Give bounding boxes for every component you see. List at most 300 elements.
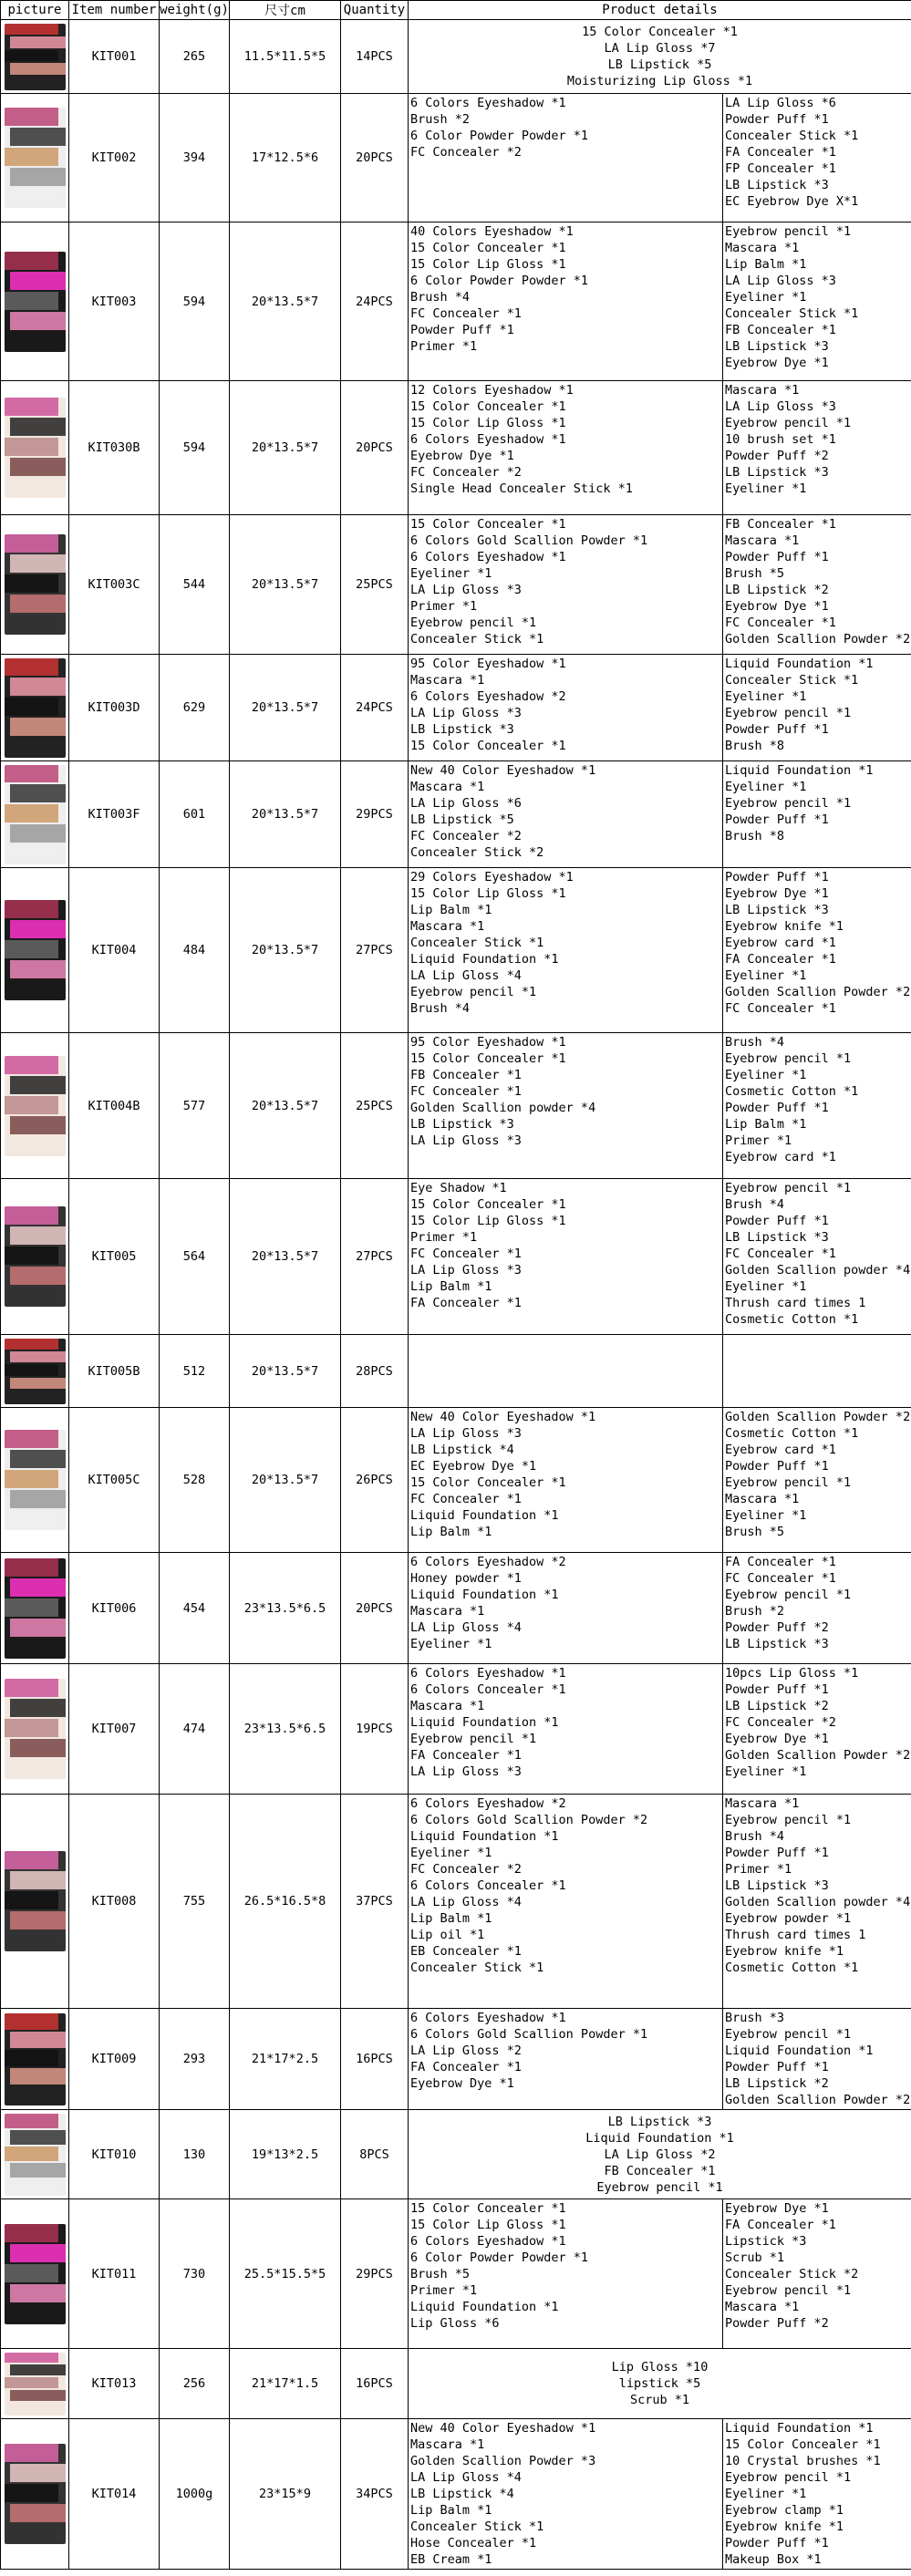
- item-number: KIT003: [69, 222, 160, 381]
- quantity-value: 27PCS: [341, 868, 409, 1033]
- size-value: 20*13.5*7: [230, 1033, 341, 1179]
- detail-line: FC Concealer *1: [410, 306, 522, 321]
- detail-line: 15 Color Lip Gloss *1: [410, 416, 566, 430]
- detail-line: Powder Puff *1: [725, 722, 829, 737]
- detail-line: EB Cream *1: [410, 2552, 492, 2567]
- header-item-number: Item number: [69, 1, 160, 20]
- detail-line: 29 Colors Eyeshadow *1: [410, 870, 574, 885]
- detail-line: Liquid Foundation *1: [410, 1715, 559, 1730]
- detail-line: Golden Scallion Powder *2: [725, 1748, 911, 1763]
- detail-line: LB Lipstick *2: [725, 2076, 829, 2091]
- product-details-right: [723, 515, 911, 655]
- product-picture: [1, 222, 69, 381]
- quantity-value: 20PCS: [341, 1553, 409, 1664]
- product-photo: [5, 1430, 66, 1530]
- detail-line: Eyebrow pencil *1: [410, 1732, 537, 1746]
- detail-line: Mascara *1: [410, 919, 485, 934]
- product-details-right: [723, 1335, 911, 1408]
- detail-line: FC Concealer *2: [410, 1862, 522, 1877]
- detail-line: Primer *1: [410, 599, 478, 614]
- detail-line: Eyebrow knife *1: [725, 919, 844, 934]
- weight-value: 474: [160, 1664, 230, 1795]
- detail-line: Scrub *1: [629, 2393, 690, 2407]
- table-row: [1, 515, 911, 655]
- detail-line: FP Concealer *1: [725, 161, 836, 176]
- weight-value: 577: [160, 1033, 230, 1179]
- table-row: [1, 1033, 911, 1179]
- detail-line: Eyebrow Dye *1: [410, 449, 514, 463]
- detail-line: Mascara *1: [410, 1604, 485, 1619]
- detail-line: LB Lipstick *5: [410, 812, 514, 827]
- detail-line: LB Lipstick *3: [725, 1878, 829, 1893]
- detail-line: FC Concealer *1: [725, 616, 836, 630]
- detail-line: Brush *4: [410, 1001, 471, 1016]
- detail-line: LB Lipstick *3: [725, 1637, 829, 1651]
- product-photo: [5, 1056, 66, 1156]
- detail-line: Eyeliner *1: [725, 1279, 807, 1294]
- item-number: KIT009: [69, 2009, 160, 2110]
- product-photo: [5, 1339, 66, 1404]
- detail-line: Eye Shadow *1: [410, 1181, 507, 1195]
- detail-line: Eyeliner *1: [725, 290, 807, 305]
- product-details-left: [409, 1335, 723, 1408]
- product-details: [409, 20, 911, 94]
- product-details-left: [409, 2419, 723, 2570]
- product-picture: [1, 1553, 69, 1664]
- detail-line: Mascara *1: [410, 1699, 485, 1713]
- detail-line: Mascara *1: [410, 780, 485, 794]
- detail-line: Lip Gloss *10: [611, 2360, 709, 2374]
- detail-line: Mascara *1: [725, 533, 800, 548]
- product-photo: [5, 2114, 66, 2196]
- table-row: [1, 868, 911, 1033]
- detail-line: LB Lipstick *5: [607, 57, 712, 72]
- detail-line: Single Head Concealer Stick *1: [410, 481, 633, 496]
- table-row: [1, 94, 911, 222]
- detail-line: LA Lip Gloss *3: [725, 274, 836, 288]
- product-photo: [5, 534, 66, 635]
- detail-line: Eyebrow pencil *1: [725, 416, 852, 430]
- detail-line: EB Concealer *1: [410, 1944, 522, 1959]
- detail-line: 15 Color Concealer *1: [725, 2437, 881, 2452]
- weight-value: 394: [160, 94, 230, 222]
- item-number: KIT005C: [69, 1408, 160, 1553]
- item-number: KIT010: [69, 2110, 160, 2199]
- product-picture: [1, 655, 69, 761]
- table-row: [1, 1795, 911, 2009]
- product-photo: [5, 252, 66, 352]
- quantity-value: 28PCS: [341, 1335, 409, 1408]
- detail-line: Brush *4: [725, 1035, 785, 1050]
- weight-value: 256: [160, 2349, 230, 2419]
- detail-line: LB Lipstick *3: [725, 1230, 829, 1245]
- detail-line: Mascara *1: [725, 1492, 800, 1506]
- detail-line: Powder Puff *1: [410, 323, 514, 337]
- detail-line: Mascara *1: [725, 1796, 800, 1811]
- item-number: KIT006: [69, 1553, 160, 1664]
- detail-line: Eyebrow pencil *1: [725, 796, 852, 811]
- detail-line: Honey powder *1: [410, 1571, 522, 1586]
- header-row: [1, 1, 911, 20]
- quantity-value: 14PCS: [341, 20, 409, 94]
- detail-line: FC Concealer *1: [410, 1084, 522, 1099]
- detail-line: LB Lipstick *3: [607, 2114, 712, 2129]
- detail-line: 15 Color Concealer *1: [410, 399, 566, 414]
- detail-line: 6 Colors Concealer *1: [410, 1878, 566, 1893]
- detail-line: Liquid Foundation *1: [725, 2421, 874, 2436]
- product-picture: [1, 1033, 69, 1179]
- size-value: 19*13*2.5: [230, 2110, 341, 2199]
- weight-value: 564: [160, 1179, 230, 1335]
- detail-line: LA Lip Gloss *3: [410, 1263, 522, 1278]
- detail-line: 15 Color Concealer *1: [410, 2201, 566, 2216]
- product-details-left: [409, 1664, 723, 1795]
- detail-line: 12 Colors Eyeshadow *1: [410, 383, 574, 398]
- detail-line: LB Lipstick *2: [725, 1699, 829, 1713]
- weight-value: 528: [160, 1408, 230, 1553]
- header-weight: weight(g): [160, 1, 230, 20]
- detail-line: Eyebrow pencil *1: [725, 1181, 852, 1195]
- detail-line: Primer *1: [725, 1862, 792, 1877]
- detail-line: FB Concealer *1: [725, 323, 836, 337]
- product-details-right: [723, 381, 911, 515]
- quantity-value: 34PCS: [341, 2419, 409, 2570]
- weight-value: 484: [160, 868, 230, 1033]
- detail-line: FA Concealer *1: [725, 2218, 836, 2232]
- detail-line: 6 Colors Gold Scallion Powder *1: [410, 2027, 648, 2042]
- product-photo: [5, 2224, 66, 2324]
- detail-line: Brush *2: [410, 112, 471, 127]
- item-number: KIT005B: [69, 1335, 160, 1408]
- detail-line: LA Lip Gloss *3: [410, 1133, 522, 1148]
- detail-line: 15 Color Concealer *1: [410, 241, 566, 255]
- detail-line: 6 Color Powder Powder *1: [410, 274, 589, 288]
- weight-value: 293: [160, 2009, 230, 2110]
- detail-line: Eyebrow pencil *1: [725, 224, 852, 239]
- table-row: [1, 2199, 911, 2349]
- weight-value: 130: [160, 2110, 230, 2199]
- size-value: 20*13.5*7: [230, 515, 341, 655]
- size-value: 25.5*15.5*5: [230, 2199, 341, 2349]
- product-details-right: [723, 1664, 911, 1795]
- product-details-right: [723, 1179, 911, 1335]
- quantity-value: 20PCS: [341, 381, 409, 515]
- detail-line: Brush *3: [725, 2011, 785, 2025]
- table-row: [1, 655, 911, 761]
- product-details-left: [409, 94, 723, 222]
- product-details-right: [723, 2199, 911, 2349]
- detail-line: New 40 Color Eyeshadow *1: [410, 1410, 596, 1424]
- detail-line: Concealer Stick *1: [410, 2519, 544, 2534]
- detail-line: FC Concealer *1: [725, 1571, 836, 1586]
- detail-line: Eyebrow pencil *1: [725, 1051, 852, 1066]
- detail-line: FC Concealer *1: [410, 1247, 522, 1261]
- table-row: [1, 2419, 911, 2570]
- detail-line: 6 Colors Concealer *1: [410, 1682, 566, 1697]
- product-photo: [5, 1679, 66, 1779]
- detail-line: Mascara *1: [725, 383, 800, 398]
- table-row: [1, 1335, 911, 1408]
- item-number: KIT030B: [69, 381, 160, 515]
- detail-line: Powder Puff *1: [725, 1101, 829, 1115]
- detail-line: Powder Puff *1: [725, 1459, 829, 1474]
- weight-value: 512: [160, 1335, 230, 1408]
- detail-line: Lip Gloss *6: [410, 2316, 500, 2331]
- detail-line: Brush *5: [725, 566, 785, 581]
- table-row: [1, 222, 911, 381]
- detail-line: Liquid Foundation *1: [725, 763, 874, 778]
- product-details-right: [723, 222, 911, 381]
- size-value: 23*15*9: [230, 2419, 341, 2570]
- product-details-left: [409, 1033, 723, 1179]
- product-details-left: [409, 2199, 723, 2349]
- product-picture: [1, 2110, 69, 2199]
- product-picture: [1, 2349, 69, 2419]
- detail-line: Brush *4: [725, 1197, 785, 1212]
- weight-value: 594: [160, 381, 230, 515]
- detail-line: 6 Colors Eyeshadow *2: [410, 1796, 566, 1811]
- detail-line: 6 Colors Eyeshadow *1: [410, 2234, 566, 2249]
- detail-line: Golden Scallion Powder *2: [725, 985, 911, 999]
- detail-line: Eyebrow pencil *1: [596, 2179, 723, 2195]
- product-picture: [1, 20, 69, 94]
- detail-line: LA Lip Gloss *4: [410, 1620, 522, 1635]
- detail-line: LB Lipstick *4: [410, 2487, 514, 2501]
- detail-line: FC Concealer *2: [410, 829, 522, 843]
- product-photo: [5, 24, 66, 90]
- item-number: KIT001: [69, 20, 160, 94]
- detail-line: Eyebrow pencil *1: [725, 1475, 852, 1490]
- product-photo: [5, 2353, 66, 2416]
- detail-line: LA Lip Gloss *4: [410, 2470, 522, 2485]
- size-value: 17*12.5*6: [230, 94, 341, 222]
- table-row: [1, 761, 911, 868]
- detail-line: Golden Scallion Powder *2: [725, 2093, 911, 2107]
- detail-line: 15 Color Lip Gloss *1: [410, 257, 566, 272]
- detail-line: 6 Colors Eyeshadow *1: [410, 96, 566, 110]
- detail-line: LA Lip Gloss *3: [410, 706, 522, 720]
- detail-line: Eyebrow Dye *1: [725, 1732, 829, 1746]
- detail-line: Golden Scallion powder *4: [410, 1101, 596, 1115]
- detail-line: Powder Puff *1: [725, 870, 829, 885]
- detail-line: Powder Puff *1: [725, 812, 829, 827]
- detail-line: Eyebrow pencil *1: [725, 706, 852, 720]
- detail-line: LB Lipstick *3: [725, 903, 829, 917]
- detail-line: Primer *1: [410, 339, 478, 354]
- detail-line: Lip Balm *1: [410, 1279, 492, 1294]
- detail-line: Mascara *1: [725, 2300, 800, 2314]
- header-picture: picture: [1, 1, 69, 20]
- detail-line: Concealer Stick *2: [725, 2267, 859, 2281]
- detail-line: 6 Colors Eyeshadow *1: [410, 1666, 566, 1681]
- size-value: 20*13.5*7: [230, 655, 341, 761]
- detail-line: Eyebrow card *1: [725, 1443, 836, 1457]
- product-picture: [1, 1179, 69, 1335]
- detail-line: FC Concealer *2: [410, 145, 522, 160]
- detail-line: Primer *1: [725, 1133, 792, 1148]
- size-value: 21*17*1.5: [230, 2349, 341, 2419]
- header-size: 尺寸cm: [230, 1, 341, 20]
- detail-line: Liquid Foundation *1: [585, 2130, 734, 2146]
- quantity-value: 16PCS: [341, 2349, 409, 2419]
- weight-value: 601: [160, 761, 230, 868]
- product-picture: [1, 2419, 69, 2570]
- detail-line: Lip Balm *1: [410, 1525, 492, 1539]
- detail-line: Eyebrow Dye *1: [725, 599, 829, 614]
- detail-line: Lip Balm *1: [410, 1911, 492, 1926]
- product-picture: [1, 2199, 69, 2349]
- table-row: [1, 1553, 911, 1664]
- size-value: 20*13.5*7: [230, 1408, 341, 1553]
- detail-line: Mascara *1: [410, 673, 485, 688]
- product-picture: [1, 1664, 69, 1795]
- detail-line: Eyeliner *1: [725, 1764, 807, 1779]
- detail-line: Primer *1: [410, 1230, 478, 1245]
- size-value: 21*17*2.5: [230, 2009, 341, 2110]
- quantity-value: 24PCS: [341, 222, 409, 381]
- product-details-right: [723, 868, 911, 1033]
- quantity-value: 24PCS: [341, 655, 409, 761]
- table-row: [1, 1408, 911, 1553]
- detail-line: LB Lipstick *3: [410, 722, 514, 737]
- product-photo: [5, 658, 66, 758]
- detail-line: LB Lipstick *3: [725, 465, 829, 480]
- detail-line: LA Lip Gloss *3: [725, 399, 836, 414]
- product-details-left: [409, 1553, 723, 1664]
- item-number: KIT005: [69, 1179, 160, 1335]
- detail-line: Hose Concealer *1: [410, 2536, 537, 2550]
- detail-line: Primer *1: [410, 2283, 478, 2298]
- detail-line: Powder Puff *1: [725, 1214, 829, 1228]
- detail-line: Liquid Foundation *1: [725, 657, 874, 671]
- detail-line: FA Concealer *1: [410, 2060, 522, 2074]
- detail-line: Brush *5: [410, 2267, 471, 2281]
- detail-line: Lip oil *1: [410, 1928, 485, 1942]
- detail-line: FC Concealer *1: [410, 1492, 522, 1506]
- detail-line: Cosmetic Cotton *1: [725, 1426, 859, 1441]
- detail-line: Eyebrow pencil *1: [725, 1813, 852, 1827]
- product-details-left: [409, 868, 723, 1033]
- detail-line: Eyebrow card *1: [725, 936, 836, 950]
- detail-line: Moisturizing Lip Gloss *1: [566, 74, 753, 88]
- detail-line: LA Lip Gloss *6: [410, 796, 522, 811]
- product-picture: [1, 2009, 69, 2110]
- item-number: KIT007: [69, 1664, 160, 1795]
- detail-line: 6 Color Powder Powder *1: [410, 2250, 589, 2265]
- detail-line: Thrush card times 1: [725, 1296, 866, 1310]
- table-row: [1, 20, 911, 94]
- product-photo: [5, 398, 66, 498]
- detail-line: FA Concealer *1: [410, 1748, 522, 1763]
- item-number: KIT004B: [69, 1033, 160, 1179]
- quantity-value: 37PCS: [341, 1795, 409, 2009]
- detail-line: 15 Color Concealer *1: [410, 1475, 566, 1490]
- detail-line: Thrush card times 1: [725, 1928, 866, 1942]
- product-picture: [1, 1335, 69, 1408]
- detail-line: Cosmetic Cotton *1: [725, 1084, 859, 1099]
- detail-line: 95 Color Eyeshadow *1: [410, 1035, 566, 1050]
- product-picture: [1, 1408, 69, 1553]
- detail-line: Brush *8: [725, 829, 785, 843]
- size-value: 26.5*16.5*8: [230, 1795, 341, 2009]
- detail-line: Liquid Foundation *1: [410, 952, 559, 967]
- detail-line: 10pcs Lip Gloss *1: [725, 1666, 859, 1681]
- detail-line: Eyebrow Dye *1: [410, 2076, 514, 2091]
- detail-line: New 40 Color Eyeshadow *1: [410, 763, 596, 778]
- detail-line: LB Lipstick *3: [725, 178, 829, 192]
- product-details-left: [409, 1408, 723, 1553]
- detail-line: Brush *4: [725, 1829, 785, 1844]
- detail-line: LA Lip Gloss *2: [604, 2147, 716, 2162]
- product-details-left: [409, 655, 723, 761]
- detail-line: Liquid Foundation *1: [410, 1508, 559, 1523]
- weight-value: 1000g: [160, 2419, 230, 2570]
- detail-line: Makeup Box *1: [725, 2552, 822, 2567]
- table-row: [1, 2009, 911, 2110]
- detail-line: FC Concealer *1: [725, 1001, 836, 1016]
- detail-line: LA Lip Gloss *3: [410, 1764, 522, 1779]
- product-details: [409, 2110, 911, 2199]
- detail-line: Lip Balm *1: [410, 2503, 492, 2518]
- quantity-value: 27PCS: [341, 1179, 409, 1335]
- detail-line: Powder Puff *1: [725, 2536, 829, 2550]
- product-details-right: [723, 1795, 911, 2009]
- detail-line: New 40 Color Eyeshadow *1: [410, 2421, 596, 2436]
- detail-line: Eyebrow powder *1: [725, 1911, 852, 1926]
- size-value: 23*13.5*6.5: [230, 1553, 341, 1664]
- detail-line: FC Concealer *1: [725, 1247, 836, 1261]
- detail-line: Brush *4: [410, 290, 471, 305]
- quantity-value: 16PCS: [341, 2009, 409, 2110]
- detail-line: 6 Color Powder Powder *1: [410, 129, 589, 143]
- detail-line: Cosmetic Cotton *1: [725, 1960, 859, 1975]
- detail-line: Eyeliner *1: [725, 1068, 807, 1082]
- detail-line: LB Lipstick *3: [725, 339, 829, 354]
- product-picture: [1, 381, 69, 515]
- detail-line: Liquid Foundation *1: [725, 2043, 874, 2058]
- detail-line: Concealer Stick *1: [725, 673, 859, 688]
- product-details-right: [723, 655, 911, 761]
- product-details-right: [723, 2009, 911, 2110]
- detail-line: LA Lip Gloss *2: [410, 2043, 522, 2058]
- detail-line: Golden Scallion powder *4: [725, 1263, 911, 1278]
- product-details-left: [409, 761, 723, 868]
- quantity-value: 29PCS: [341, 2199, 409, 2349]
- size-value: 11.5*11.5*5: [230, 20, 341, 94]
- detail-line: 95 Color Eyeshadow *1: [410, 657, 566, 671]
- product-details-right: [723, 94, 911, 222]
- detail-line: Eyeliner *1: [725, 2487, 807, 2501]
- detail-line: Eyebrow clamp *1: [725, 2503, 844, 2518]
- detail-line: FC Concealer *2: [410, 465, 522, 480]
- product-details-left: [409, 515, 723, 655]
- detail-line: 10 Crystal brushes *1: [725, 2454, 881, 2468]
- detail-line: Eyeliner *1: [410, 1637, 492, 1651]
- product-details-left: [409, 1795, 723, 2009]
- size-value: 20*13.5*7: [230, 1335, 341, 1408]
- detail-line: Eyebrow card *1: [725, 1150, 836, 1164]
- weight-value: 454: [160, 1553, 230, 1664]
- quantity-value: 19PCS: [341, 1664, 409, 1795]
- detail-line: Golden Scallion Powder *3: [410, 2454, 596, 2468]
- detail-line: Eyebrow Dye *1: [725, 886, 829, 901]
- detail-line: 6 Colors Eyeshadow *2: [410, 1555, 566, 1569]
- detail-line: Eyeliner *1: [725, 689, 807, 704]
- detail-line: 15 Color Concealer *1: [582, 25, 738, 39]
- product-details-right: [723, 1033, 911, 1179]
- product-details-right: [723, 761, 911, 868]
- quantity-value: 20PCS: [341, 94, 409, 222]
